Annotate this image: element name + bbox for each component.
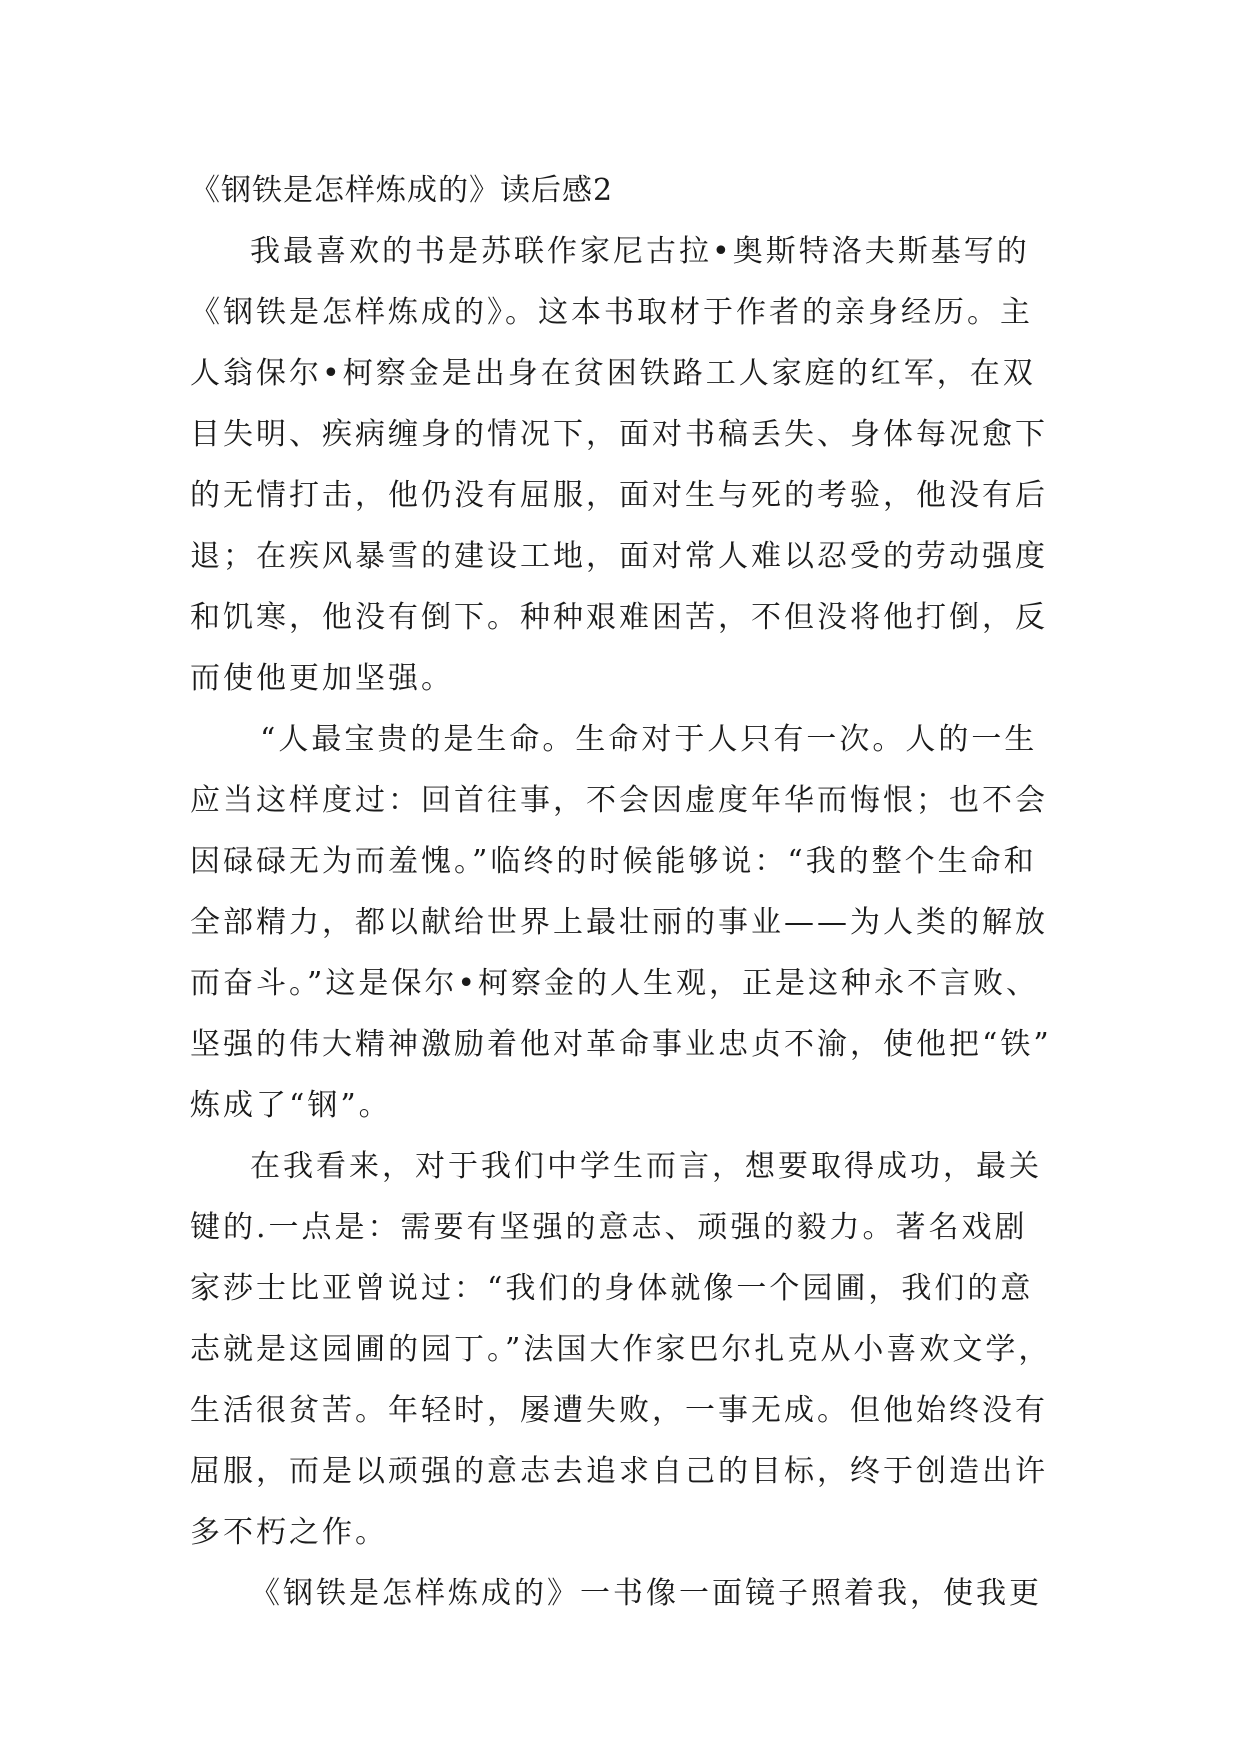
paragraph-line: “人最宝贵的是生命。生命对于人只有一次。人的一生 bbox=[260, 722, 1038, 757]
paragraph-2 bbox=[190, 709, 1060, 1136]
paragraph-line: 目失明、疾病缠身的情况下，面对书稿丢失、身体每况愈下 bbox=[190, 417, 1048, 452]
paragraph-line: 键的.一点是：需要有坚强的意志、顽强的毅力。著名戏剧 bbox=[190, 1210, 1028, 1245]
paragraph-line: 《钢铁是怎样炼成的》。这本书取材于作者的亲身经历。主 bbox=[190, 295, 1033, 330]
paragraph-line: 退；在疾风暴雪的建设工地，面对常人难以忍受的劳动强度 bbox=[190, 539, 1048, 574]
paragraph-4 bbox=[190, 1563, 1060, 1624]
paragraph-1 bbox=[190, 221, 1060, 709]
paragraph-line: 在我看来，对于我们中学生而言，想要取得成功，最关 bbox=[250, 1149, 1042, 1184]
paragraph-line: 志就是这园圃的园丁。”法国大作家巴尔扎克从小喜欢文学， bbox=[190, 1332, 1052, 1367]
paragraph-line: 的无情打击，他仍没有屈服，面对生与死的考验，他没有后 bbox=[190, 478, 1048, 513]
paragraph-line: 和饥寒，他没有倒下。种种艰难困苦，不但没将他打倒，反 bbox=[190, 600, 1048, 635]
paragraph-line: 炼成了“钢”。 bbox=[190, 1088, 392, 1123]
paragraph-line: 我最喜欢的书是苏联作家尼古拉•奥斯特洛夫斯基写的 bbox=[250, 234, 1030, 269]
paragraph-line: 多不朽之作。 bbox=[190, 1515, 388, 1550]
paragraph-line: 而使他更加坚强。 bbox=[190, 661, 454, 696]
paragraph-line: 《钢铁是怎样炼成的》一书像一面镜子照着我，使我更 bbox=[250, 1576, 1042, 1611]
paragraph-line: 全部精力，都以献给世界上最壮丽的事业——为人类的解放 bbox=[190, 905, 1048, 940]
paragraph-line: 而奋斗。”这是保尔•柯察金的人生观，正是这种永不言败、 bbox=[190, 966, 1040, 1001]
paragraph-line: 因碌碌无为而羞愧。”临终的时候能够说：“我的整个生命和 bbox=[190, 844, 1037, 879]
paragraph-3 bbox=[190, 1136, 1060, 1563]
paragraph-line: 应当这样度过：回首往事，不会因虚度年华而悔恨；也不会 bbox=[190, 783, 1048, 818]
paragraph-line: 家莎士比亚曾说过：“我们的身体就像一个园圃，我们的意 bbox=[190, 1271, 1034, 1306]
document-body bbox=[190, 160, 1060, 1624]
paragraph-line: 屈服，而是以顽强的意志去追求自己的目标，终于创造出许 bbox=[190, 1454, 1048, 1489]
paragraph-line: 人翁保尔•柯察金是出身在贫困铁路工人家庭的红军，在双 bbox=[190, 356, 1036, 391]
document-title: 《钢铁是怎样炼成的》读后感2 bbox=[190, 173, 614, 208]
paragraph-line: 坚强的伟大精神激励着他对革命事业忠贞不渝，使他把“铁” bbox=[190, 1027, 1052, 1062]
paragraph-line: 生活很贫苦。年轻时，屡遭失败，一事无成。但他始终没有 bbox=[190, 1393, 1048, 1428]
